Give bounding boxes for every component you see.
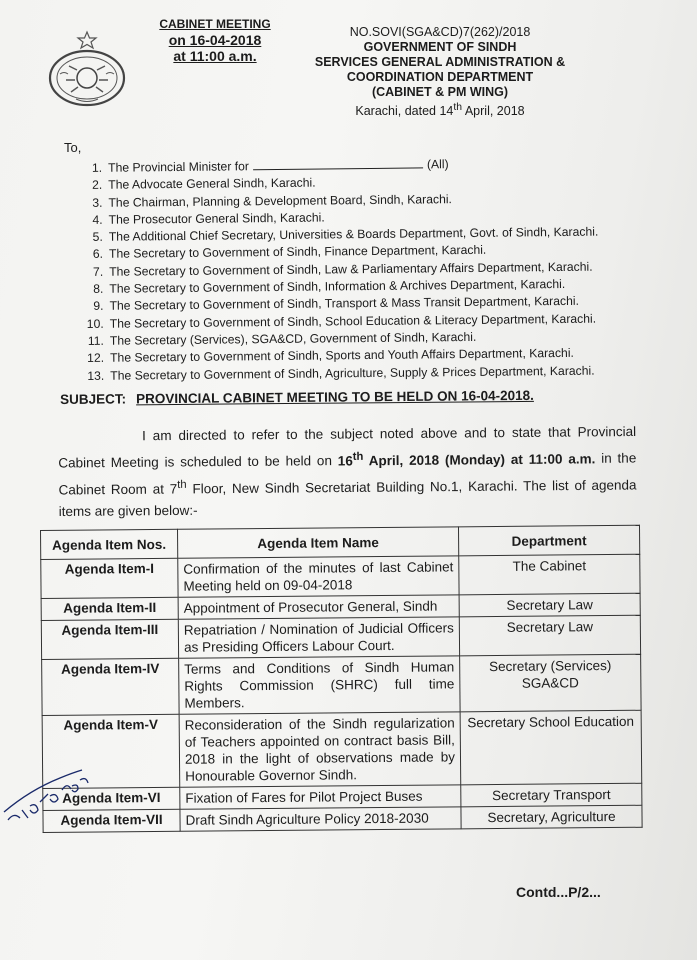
recipient-list	[82, 155, 600, 385]
list-item: 12. The Secretary to Government of Sindh, Sports and Youth Affairs Department, Karachi.	[87, 346, 574, 366]
letter-date: Karachi, dated 14th April, 2018	[355, 102, 525, 119]
table-row: Agenda Item-VI Fixation of Fares for Pilot Project Buses Secretary Transport	[43, 783, 642, 810]
subject-line	[60, 388, 534, 407]
meeting-info-box	[150, 16, 280, 64]
list-item: 11. The Secretary (Services), SGA&CD, Government of Sindh, Karachi.	[87, 329, 477, 348]
list-item: 2. The Advocate General Sindh, Karachi.	[92, 175, 316, 193]
list-item: 1. The Provincial Minister for (All)	[91, 157, 449, 175]
department-line-3: (CABINET & PM WING)	[371, 85, 509, 99]
table-row: Agenda Item-VII Draft Sindh Agriculture Policy 2018-2030 Secretary, Agriculture	[43, 805, 642, 832]
department-line-1: SERVICES GENERAL ADMINISTRATION &	[314, 55, 566, 69]
agenda-table	[40, 525, 643, 833]
to-label: To,	[64, 140, 82, 155]
meeting-date: on 16-04-2018	[168, 32, 262, 48]
government-name: GOVERNMENT OF SINDH	[363, 40, 517, 54]
continuation-note: Contd...P/2...	[516, 884, 601, 900]
list-item: 4. The Prosecutor General Sindh, Karachi.	[92, 210, 325, 227]
list-item: 5. The Additional Chief Secretary, Universities & Boards Department, Govt. of Sindh, Karachi.	[92, 224, 599, 245]
table-row: Agenda Item-I Confirmation of the minutes of last Cabinet Meeting held on 09-04-2018 The Cabinet	[41, 554, 640, 598]
government-seal-icon	[46, 30, 128, 108]
list-item: 13. The Secretary to Government of Sindh, Agriculture, Supply & Prices Department, Karachi.	[87, 363, 595, 383]
table-row: Agenda Item-II Appointment of Prosecutor General, Sindh Secretary Law	[41, 593, 640, 620]
list-item: 3. The Chairman, Planning & Development Board, Sindh, Karachi.	[92, 191, 452, 210]
list-item: 7. The Secretary to Government of Sindh, Law & Parliamentary Affairs Department, Karachi.	[92, 259, 593, 279]
blank-line	[253, 167, 423, 170]
list-item: 6. The Secretary to Government of Sindh, Finance Department, Karachi.	[92, 243, 487, 262]
meeting-time: at 11:00 a.m.	[173, 48, 257, 64]
table-row: Agenda Item-IV Terms and Conditions of Sindh Human Rights Commission (SHRC) full time Members. Secretary (Services) SGA&CD	[42, 654, 641, 715]
subject-label: SUBJECT:	[60, 391, 127, 407]
letter-header	[290, 25, 590, 119]
meeting-title: CABINET MEETING	[159, 17, 271, 31]
list-item: 9. The Secretary to Government of Sindh, Transport & Mass Transit Department, Karachi.	[93, 294, 580, 314]
table-row: Agenda Item-V Reconsideration of the Sindh regularization of Teachers appointed on contract basis Bill, 2018 in the light of observations made by Honourable Governor Sindh. Secretary School Education	[42, 710, 642, 788]
column-header: Agenda Item Nos.	[41, 529, 178, 559]
reference-number: NO.SOVI(SGA&CD)7(262)/2018	[349, 25, 531, 39]
table-row: Agenda Item-III Repatriation / Nomination of Judicial Officers as Presiding Officers Labour Court. Secretary Law	[41, 615, 640, 659]
column-header: Agenda Item Name	[177, 527, 458, 558]
body-paragraph: I am directed to refer to the subject noted above and to state that Provincial Cabinet Meeting is scheduled to be held on 16th April, 2018 (Monday) at 11:00 a.m. in the Cabinet Room at 7th Floor, New Sindh Secretariat Building No.1, Karachi. The list of agenda items are given below:-	[58, 423, 637, 519]
column-header: Department	[458, 525, 639, 556]
list-item: 8. The Secretary to Government of Sindh, Information & Archives Department, Karachi.	[93, 277, 566, 296]
department-line-2: COORDINATION DEPARTMENT	[346, 70, 534, 84]
handwritten-date-signature	[0, 760, 100, 830]
subject-text: PROVINCIAL CABINET MEETING TO BE HELD ON 16-04-2018.	[136, 387, 534, 407]
list-item: 10. The Secretary to Government of Sindh, School Education & Literacy Department, Karachi.	[86, 311, 597, 331]
